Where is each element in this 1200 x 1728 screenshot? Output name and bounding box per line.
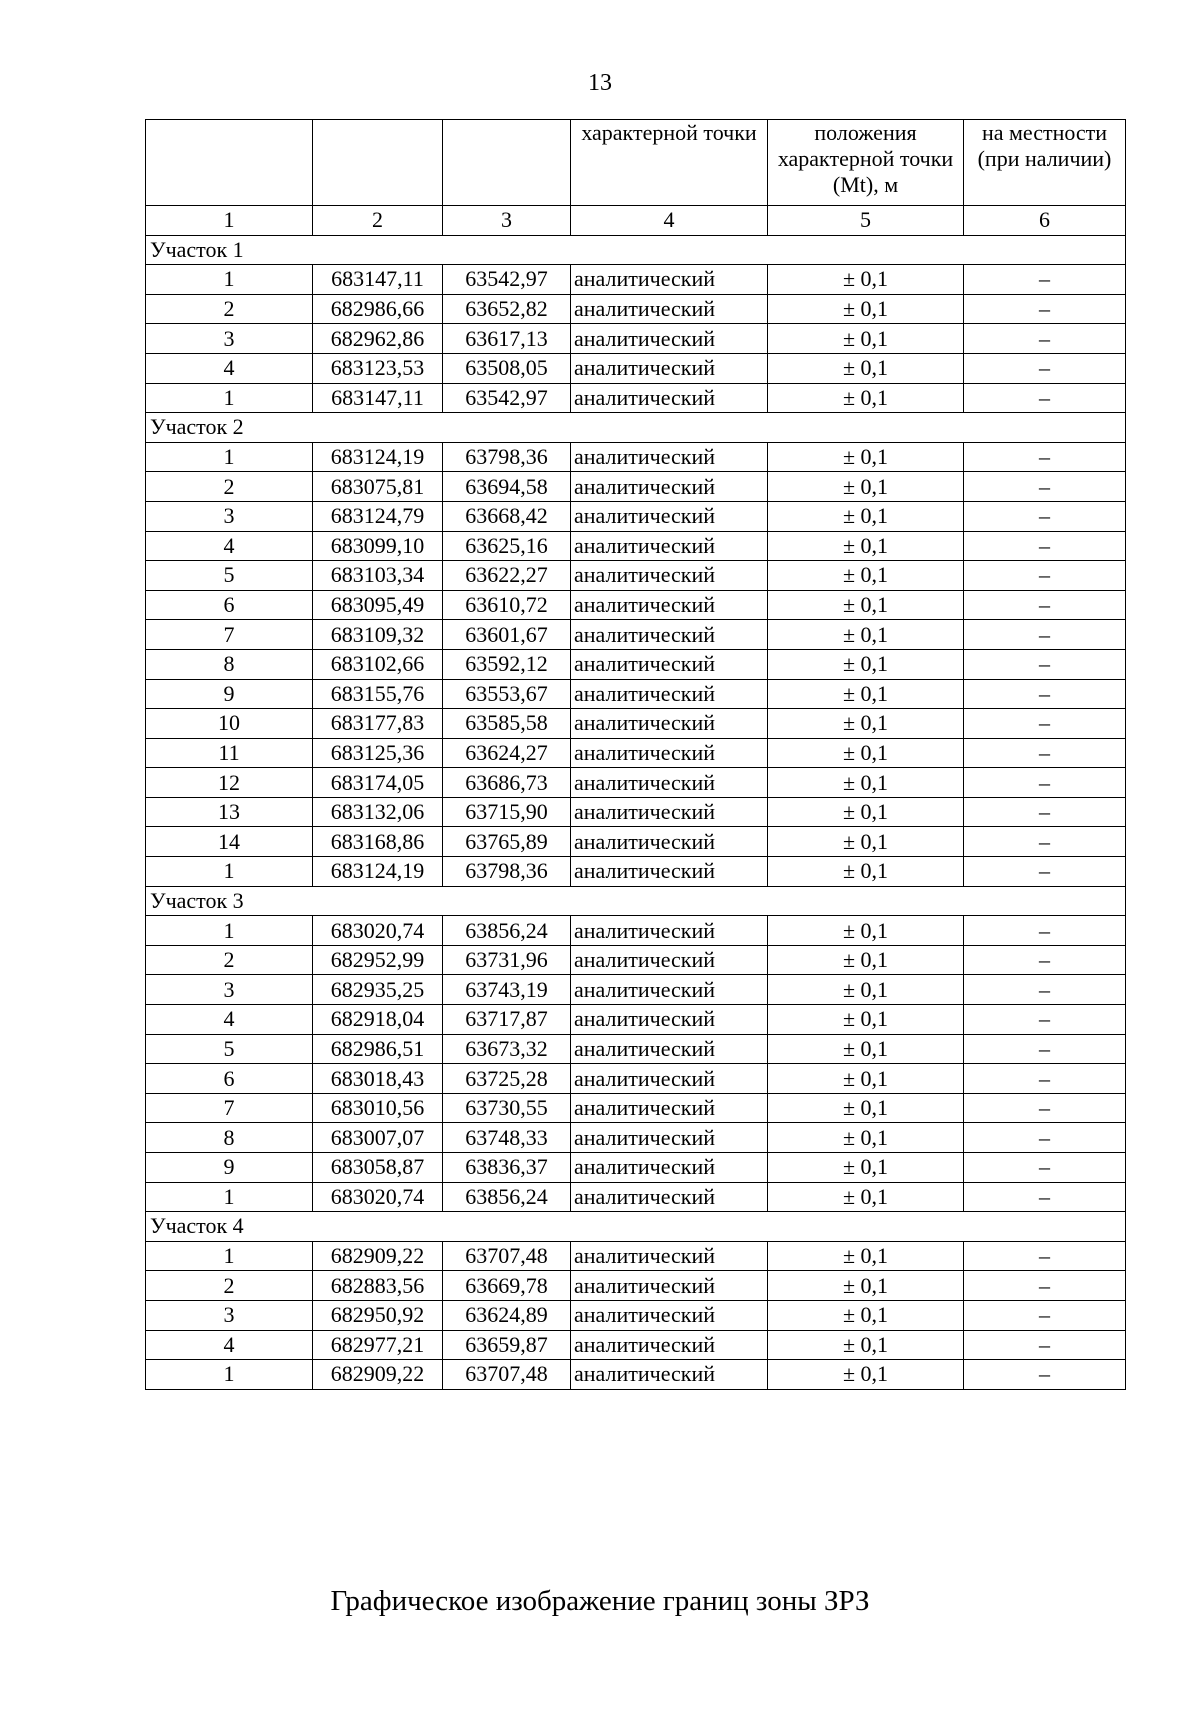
point-number-cell: 6 xyxy=(146,1064,313,1094)
y-coordinate-cell: 63542,97 xyxy=(443,383,571,413)
table-row xyxy=(146,265,1126,295)
y-coordinate-cell: 63542,97 xyxy=(443,265,571,295)
x-coordinate-cell: 683058,87 xyxy=(313,1153,443,1183)
x-coordinate-cell: 682909,22 xyxy=(313,1360,443,1390)
table-row xyxy=(146,649,1126,679)
method-cell: аналитический xyxy=(571,590,768,620)
point-number-cell: 1 xyxy=(146,1360,313,1390)
description-cell: – xyxy=(964,442,1126,472)
coordinates-table xyxy=(145,119,1126,1390)
x-coordinate-cell: 683155,76 xyxy=(313,679,443,709)
point-number-cell: 12 xyxy=(146,768,313,798)
description-cell: – xyxy=(964,620,1126,650)
description-cell: – xyxy=(964,1300,1126,1330)
method-cell: аналитический xyxy=(571,857,768,887)
description-cell: – xyxy=(964,472,1126,502)
point-number-cell: 2 xyxy=(146,294,313,324)
x-coordinate-cell: 683102,66 xyxy=(313,649,443,679)
x-coordinate-cell: 682952,99 xyxy=(313,945,443,975)
table-row xyxy=(146,472,1126,502)
accuracy-cell: ± 0,1 xyxy=(768,1271,964,1301)
x-coordinate-cell: 683123,53 xyxy=(313,353,443,383)
point-number-cell: 4 xyxy=(146,531,313,561)
y-coordinate-cell: 63856,24 xyxy=(443,1182,571,1212)
column-number-row xyxy=(146,206,1126,236)
accuracy-cell: ± 0,1 xyxy=(768,857,964,887)
method-cell: аналитический xyxy=(571,1271,768,1301)
point-number-cell: 4 xyxy=(146,353,313,383)
point-number-cell: 1 xyxy=(146,442,313,472)
x-coordinate-cell: 683125,36 xyxy=(313,738,443,768)
y-coordinate-cell: 63694,58 xyxy=(443,472,571,502)
method-cell: аналитический xyxy=(571,797,768,827)
section-title: Участок 3 xyxy=(146,886,1126,916)
y-coordinate-cell: 63725,28 xyxy=(443,1064,571,1094)
table-row xyxy=(146,1034,1126,1064)
accuracy-cell: ± 0,1 xyxy=(768,649,964,679)
method-cell: аналитический xyxy=(571,1123,768,1153)
table-row xyxy=(146,383,1126,413)
table-row xyxy=(146,857,1126,887)
point-number-cell: 2 xyxy=(146,945,313,975)
accuracy-cell: ± 0,1 xyxy=(768,797,964,827)
section-header-row xyxy=(146,1212,1126,1242)
x-coordinate-cell: 683177,83 xyxy=(313,709,443,739)
table-row xyxy=(146,1123,1126,1153)
description-cell: – xyxy=(964,1064,1126,1094)
method-cell: аналитический xyxy=(571,738,768,768)
method-cell: аналитический xyxy=(571,1093,768,1123)
y-coordinate-cell: 63668,42 xyxy=(443,501,571,531)
x-coordinate-cell: 683109,32 xyxy=(313,620,443,650)
table-row xyxy=(146,1360,1126,1390)
accuracy-cell: ± 0,1 xyxy=(768,501,964,531)
point-number-cell: 4 xyxy=(146,1330,313,1360)
point-number-cell: 1 xyxy=(146,916,313,946)
header-cell-3 xyxy=(443,120,571,206)
accuracy-cell: ± 0,1 xyxy=(768,1005,964,1035)
method-cell: аналитический xyxy=(571,1182,768,1212)
point-number-cell: 13 xyxy=(146,797,313,827)
accuracy-cell: ± 0,1 xyxy=(768,265,964,295)
method-cell: аналитический xyxy=(571,768,768,798)
column-number: 3 xyxy=(443,206,571,236)
accuracy-cell: ± 0,1 xyxy=(768,1064,964,1094)
description-cell: – xyxy=(964,324,1126,354)
y-coordinate-cell: 63652,82 xyxy=(443,294,571,324)
point-number-cell: 9 xyxy=(146,1153,313,1183)
description-cell: – xyxy=(964,1005,1126,1035)
description-cell: – xyxy=(964,1034,1126,1064)
section-title: Участок 4 xyxy=(146,1212,1126,1242)
table-row xyxy=(146,294,1126,324)
method-cell: аналитический xyxy=(571,442,768,472)
point-number-cell: 7 xyxy=(146,620,313,650)
description-cell: – xyxy=(964,768,1126,798)
table-row xyxy=(146,561,1126,591)
accuracy-cell: ± 0,1 xyxy=(768,561,964,591)
accuracy-cell: ± 0,1 xyxy=(768,472,964,502)
method-cell: аналитический xyxy=(571,265,768,295)
method-cell: аналитический xyxy=(571,709,768,739)
accuracy-cell: ± 0,1 xyxy=(768,620,964,650)
method-cell: аналитический xyxy=(571,620,768,650)
description-cell: – xyxy=(964,1153,1126,1183)
point-number-cell: 14 xyxy=(146,827,313,857)
point-number-cell: 6 xyxy=(146,590,313,620)
method-cell: аналитический xyxy=(571,679,768,709)
point-number-cell: 9 xyxy=(146,679,313,709)
accuracy-cell: ± 0,1 xyxy=(768,383,964,413)
table-row xyxy=(146,916,1126,946)
point-number-cell: 1 xyxy=(146,1241,313,1271)
table-row xyxy=(146,442,1126,472)
y-coordinate-cell: 63592,12 xyxy=(443,649,571,679)
x-coordinate-cell: 682935,25 xyxy=(313,975,443,1005)
point-number-cell: 1 xyxy=(146,383,313,413)
table-row xyxy=(146,1064,1126,1094)
table-row xyxy=(146,501,1126,531)
x-coordinate-cell: 683020,74 xyxy=(313,916,443,946)
description-cell: – xyxy=(964,857,1126,887)
x-coordinate-cell: 682909,22 xyxy=(313,1241,443,1271)
accuracy-cell: ± 0,1 xyxy=(768,827,964,857)
accuracy-cell: ± 0,1 xyxy=(768,1093,964,1123)
column-number: 1 xyxy=(146,206,313,236)
accuracy-cell: ± 0,1 xyxy=(768,945,964,975)
section-header-row xyxy=(146,235,1126,265)
accuracy-cell: ± 0,1 xyxy=(768,1034,964,1064)
x-coordinate-cell: 683075,81 xyxy=(313,472,443,502)
y-coordinate-cell: 63715,90 xyxy=(443,797,571,827)
y-coordinate-cell: 63798,36 xyxy=(443,442,571,472)
description-cell: – xyxy=(964,561,1126,591)
table-row xyxy=(146,945,1126,975)
accuracy-cell: ± 0,1 xyxy=(768,1241,964,1271)
section-header-row xyxy=(146,886,1126,916)
table-row xyxy=(146,709,1126,739)
point-number-cell: 11 xyxy=(146,738,313,768)
method-cell: аналитический xyxy=(571,649,768,679)
accuracy-cell: ± 0,1 xyxy=(768,353,964,383)
x-coordinate-cell: 683132,06 xyxy=(313,797,443,827)
x-coordinate-cell: 682950,92 xyxy=(313,1300,443,1330)
description-cell: – xyxy=(964,294,1126,324)
point-number-cell: 2 xyxy=(146,1271,313,1301)
point-number-cell: 1 xyxy=(146,1182,313,1212)
y-coordinate-cell: 63707,48 xyxy=(443,1360,571,1390)
description-cell: – xyxy=(964,1093,1126,1123)
point-number-cell: 4 xyxy=(146,1005,313,1035)
description-cell: – xyxy=(964,916,1126,946)
page-number: 13 xyxy=(588,70,612,96)
description-cell: – xyxy=(964,383,1126,413)
point-number-cell: 1 xyxy=(146,857,313,887)
table-row xyxy=(146,679,1126,709)
x-coordinate-cell: 683020,74 xyxy=(313,1182,443,1212)
y-coordinate-cell: 63731,96 xyxy=(443,945,571,975)
description-cell: – xyxy=(964,265,1126,295)
accuracy-cell: ± 0,1 xyxy=(768,1123,964,1153)
table-row xyxy=(146,797,1126,827)
accuracy-cell: ± 0,1 xyxy=(768,1300,964,1330)
method-cell: аналитический xyxy=(571,501,768,531)
method-cell: аналитический xyxy=(571,1064,768,1094)
method-cell: аналитический xyxy=(571,472,768,502)
method-cell: аналитический xyxy=(571,531,768,561)
y-coordinate-cell: 63836,37 xyxy=(443,1153,571,1183)
method-cell: аналитический xyxy=(571,294,768,324)
point-number-cell: 5 xyxy=(146,1034,313,1064)
y-coordinate-cell: 63624,89 xyxy=(443,1300,571,1330)
table-row xyxy=(146,1330,1126,1360)
description-cell: – xyxy=(964,738,1126,768)
x-coordinate-cell: 683018,43 xyxy=(313,1064,443,1094)
method-cell: аналитический xyxy=(571,1034,768,1064)
method-cell: аналитический xyxy=(571,383,768,413)
table-row xyxy=(146,738,1126,768)
point-number-cell: 3 xyxy=(146,975,313,1005)
table-row xyxy=(146,1241,1126,1271)
column-number: 5 xyxy=(768,206,964,236)
accuracy-cell: ± 0,1 xyxy=(768,709,964,739)
point-number-cell: 3 xyxy=(146,324,313,354)
point-number-cell: 10 xyxy=(146,709,313,739)
accuracy-cell: ± 0,1 xyxy=(768,679,964,709)
x-coordinate-cell: 683103,34 xyxy=(313,561,443,591)
accuracy-cell: ± 0,1 xyxy=(768,1182,964,1212)
description-cell: – xyxy=(964,1241,1126,1271)
header-cell-2 xyxy=(313,120,443,206)
point-number-cell: 1 xyxy=(146,265,313,295)
y-coordinate-cell: 63553,67 xyxy=(443,679,571,709)
x-coordinate-cell: 683010,56 xyxy=(313,1093,443,1123)
table-row xyxy=(146,324,1126,354)
x-coordinate-cell: 683124,19 xyxy=(313,442,443,472)
description-cell: – xyxy=(964,1123,1126,1153)
y-coordinate-cell: 63765,89 xyxy=(443,827,571,857)
accuracy-cell: ± 0,1 xyxy=(768,442,964,472)
method-cell: аналитический xyxy=(571,1005,768,1035)
method-cell: аналитический xyxy=(571,1330,768,1360)
x-coordinate-cell: 683124,79 xyxy=(313,501,443,531)
table-row xyxy=(146,1153,1126,1183)
table-row xyxy=(146,1093,1126,1123)
x-coordinate-cell: 682918,04 xyxy=(313,1005,443,1035)
accuracy-cell: ± 0,1 xyxy=(768,916,964,946)
accuracy-cell: ± 0,1 xyxy=(768,1360,964,1390)
method-cell: аналитический xyxy=(571,1153,768,1183)
x-coordinate-cell: 683147,11 xyxy=(313,383,443,413)
y-coordinate-cell: 63673,32 xyxy=(443,1034,571,1064)
description-cell: – xyxy=(964,501,1126,531)
point-number-cell: 7 xyxy=(146,1093,313,1123)
accuracy-cell: ± 0,1 xyxy=(768,294,964,324)
accuracy-cell: ± 0,1 xyxy=(768,768,964,798)
header-cell-1 xyxy=(146,120,313,206)
method-cell: аналитический xyxy=(571,1241,768,1271)
accuracy-cell: ± 0,1 xyxy=(768,324,964,354)
y-coordinate-cell: 63601,67 xyxy=(443,620,571,650)
y-coordinate-cell: 63798,36 xyxy=(443,857,571,887)
method-cell: аналитический xyxy=(571,1300,768,1330)
column-number: 2 xyxy=(313,206,443,236)
point-number-cell: 8 xyxy=(146,1123,313,1153)
y-coordinate-cell: 63707,48 xyxy=(443,1241,571,1271)
description-cell: – xyxy=(964,1360,1126,1390)
method-cell: аналитический xyxy=(571,1360,768,1390)
x-coordinate-cell: 682986,66 xyxy=(313,294,443,324)
table-row xyxy=(146,590,1126,620)
header-row xyxy=(146,120,1126,206)
table-row xyxy=(146,1271,1126,1301)
description-cell: – xyxy=(964,679,1126,709)
x-coordinate-cell: 683168,86 xyxy=(313,827,443,857)
method-cell: аналитический xyxy=(571,945,768,975)
description-cell: – xyxy=(964,945,1126,975)
y-coordinate-cell: 63743,19 xyxy=(443,975,571,1005)
method-cell: аналитический xyxy=(571,975,768,1005)
table-row xyxy=(146,827,1126,857)
figure-caption: Графическое изображение границ зоны ЗРЗ xyxy=(330,1585,870,1617)
x-coordinate-cell: 683147,11 xyxy=(313,265,443,295)
y-coordinate-cell: 63585,58 xyxy=(443,709,571,739)
x-coordinate-cell: 683007,07 xyxy=(313,1123,443,1153)
y-coordinate-cell: 63730,55 xyxy=(443,1093,571,1123)
y-coordinate-cell: 63610,72 xyxy=(443,590,571,620)
description-cell: – xyxy=(964,975,1126,1005)
description-cell: – xyxy=(964,1182,1126,1212)
table-body xyxy=(146,120,1126,1390)
accuracy-cell: ± 0,1 xyxy=(768,738,964,768)
description-cell: – xyxy=(964,1330,1126,1360)
x-coordinate-cell: 683095,49 xyxy=(313,590,443,620)
x-coordinate-cell: 683174,05 xyxy=(313,768,443,798)
x-coordinate-cell: 682962,86 xyxy=(313,324,443,354)
description-cell: – xyxy=(964,1271,1126,1301)
point-number-cell: 2 xyxy=(146,472,313,502)
header-cell-5: положения характерной точки (Mt), м xyxy=(768,120,964,206)
method-cell: аналитический xyxy=(571,324,768,354)
x-coordinate-cell: 682986,51 xyxy=(313,1034,443,1064)
description-cell: – xyxy=(964,827,1126,857)
header-cell-6: на местности (при наличии) xyxy=(964,120,1126,206)
accuracy-cell: ± 0,1 xyxy=(768,590,964,620)
description-cell: – xyxy=(964,590,1126,620)
section-title: Участок 2 xyxy=(146,413,1126,443)
table-row xyxy=(146,1300,1126,1330)
description-cell: – xyxy=(964,797,1126,827)
y-coordinate-cell: 63508,05 xyxy=(443,353,571,383)
y-coordinate-cell: 63748,33 xyxy=(443,1123,571,1153)
accuracy-cell: ± 0,1 xyxy=(768,1153,964,1183)
table-row xyxy=(146,768,1126,798)
description-cell: – xyxy=(964,709,1126,739)
accuracy-cell: ± 0,1 xyxy=(768,531,964,561)
y-coordinate-cell: 63622,27 xyxy=(443,561,571,591)
x-coordinate-cell: 683099,10 xyxy=(313,531,443,561)
table-row xyxy=(146,620,1126,650)
description-cell: – xyxy=(964,531,1126,561)
column-number: 4 xyxy=(571,206,768,236)
point-number-cell: 3 xyxy=(146,1300,313,1330)
table-row xyxy=(146,975,1126,1005)
column-number: 6 xyxy=(964,206,1126,236)
header-cell-4: характерной точки xyxy=(571,120,768,206)
table-row xyxy=(146,1182,1126,1212)
method-cell: аналитический xyxy=(571,561,768,591)
x-coordinate-cell: 682883,56 xyxy=(313,1271,443,1301)
y-coordinate-cell: 63617,13 xyxy=(443,324,571,354)
accuracy-cell: ± 0,1 xyxy=(768,975,964,1005)
point-number-cell: 3 xyxy=(146,501,313,531)
table-row xyxy=(146,1005,1126,1035)
method-cell: аналитический xyxy=(571,916,768,946)
point-number-cell: 5 xyxy=(146,561,313,591)
x-coordinate-cell: 683124,19 xyxy=(313,857,443,887)
table-row xyxy=(146,353,1126,383)
section-title: Участок 1 xyxy=(146,235,1126,265)
y-coordinate-cell: 63717,87 xyxy=(443,1005,571,1035)
accuracy-cell: ± 0,1 xyxy=(768,1330,964,1360)
section-header-row xyxy=(146,413,1126,443)
y-coordinate-cell: 63659,87 xyxy=(443,1330,571,1360)
y-coordinate-cell: 63856,24 xyxy=(443,916,571,946)
y-coordinate-cell: 63686,73 xyxy=(443,768,571,798)
table-row xyxy=(146,531,1126,561)
description-cell: – xyxy=(964,353,1126,383)
y-coordinate-cell: 63624,27 xyxy=(443,738,571,768)
description-cell: – xyxy=(964,649,1126,679)
x-coordinate-cell: 682977,21 xyxy=(313,1330,443,1360)
y-coordinate-cell: 63669,78 xyxy=(443,1271,571,1301)
point-number-cell: 8 xyxy=(146,649,313,679)
method-cell: аналитический xyxy=(571,353,768,383)
y-coordinate-cell: 63625,16 xyxy=(443,531,571,561)
method-cell: аналитический xyxy=(571,827,768,857)
